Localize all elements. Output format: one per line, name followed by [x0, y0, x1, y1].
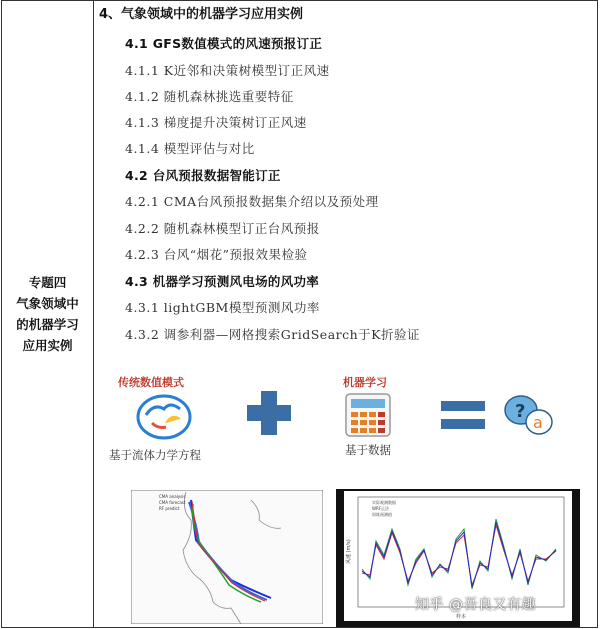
topic-cell — [2, 272, 93, 356]
column-divider — [93, 0, 94, 628]
map-legend-item: RF predict — [159, 506, 180, 511]
fluid-dynamics-icon — [136, 393, 192, 441]
machine-learning-label: 机器学习 — [343, 376, 387, 389]
outline-item: 4.1.4 模型评估与对比 — [125, 141, 255, 156]
line-legend-item: WRF正法 — [372, 506, 390, 511]
section-title: 4、气象领域中的机器学习应用实例 — [99, 7, 304, 22]
map-legend-item: CMA analysis — [159, 494, 186, 499]
typhoon-track-map — [131, 490, 323, 624]
outline-section: 4.2 台风预报数据智能订正 — [125, 168, 281, 183]
svg-text:?: ? — [515, 401, 526, 422]
outline-item: 4.2.1 CMA台风预报数据集介绍以及预处理 — [125, 194, 379, 209]
outline-item: 4.1.2 随机森林挑选重要特征 — [125, 89, 294, 104]
chart-xlabel: 样本 — [456, 614, 467, 620]
topic-line: 应用实例 — [22, 338, 73, 353]
outline-item: 4.3.1 lightGBM模型预测风功率 — [125, 300, 320, 315]
line-legend-item: 训练预测值 — [372, 512, 392, 517]
equals-icon — [441, 399, 485, 431]
outline-section: 4.1 GFS数值模式的风速预报订正 — [125, 36, 323, 51]
topic-line: 气象领域中 — [16, 296, 79, 311]
svg-text:a: a — [533, 413, 543, 432]
outline-item: 4.1.1 K近邻和决策树模型订正风速 — [125, 63, 330, 78]
outline-section: 4.3 机器学习预测风电场的风功率 — [125, 274, 320, 289]
question-answer-icon — [503, 393, 555, 439]
map-legend-item: CMA forecast — [159, 500, 186, 505]
calculator-icon — [345, 393, 391, 437]
plus-icon — [247, 391, 291, 435]
fluid-dynamics-caption: 基于流体力学方程 — [109, 448, 201, 462]
line-legend-item: 实际观测数据 — [372, 500, 396, 505]
chart-ylabel: 风速 (m/s) — [346, 539, 352, 564]
traditional-model-label: 传统数值模式 — [118, 376, 184, 389]
topic-line: 的机器学习 — [16, 317, 79, 332]
outline-item: 4.3.2 调参利器—网格搜索GridSearch于K折验证 — [125, 327, 421, 342]
outline-item: 4.2.2 随机森林模型订正台风预报 — [125, 221, 320, 236]
outline-item: 4.1.3 梯度提升决策树订正风速 — [125, 115, 307, 130]
outline-item: 4.2.3 台风“烟花”预报效果检验 — [125, 247, 308, 262]
data-based-caption: 基于数据 — [345, 443, 391, 457]
topic-line: 专题四 — [28, 275, 67, 290]
watermark: 知乎 @吾良又有趣 — [415, 597, 536, 613]
